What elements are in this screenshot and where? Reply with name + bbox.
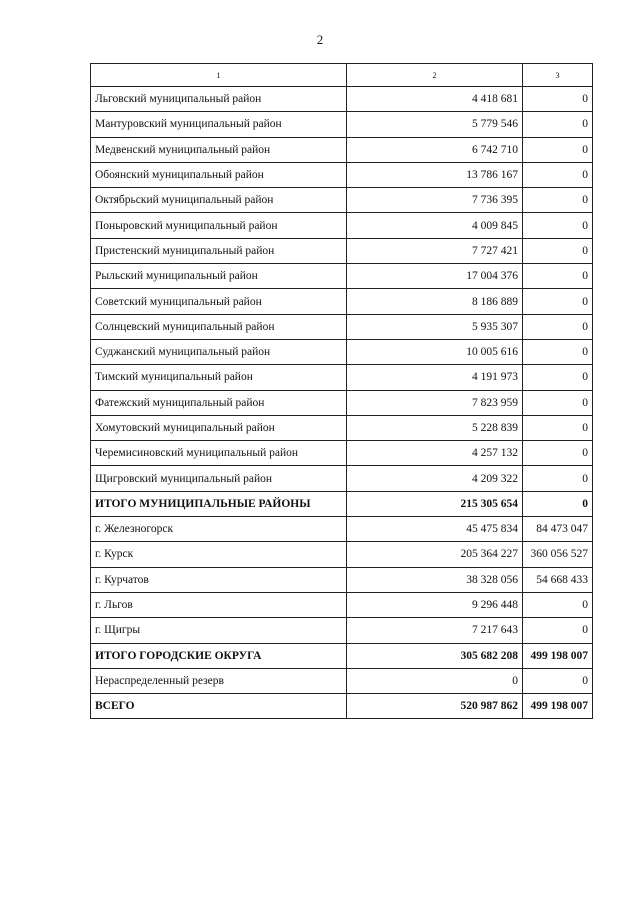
row-name-cell: Обоянский муниципальный район (91, 162, 347, 187)
row-name-cell: Льговский муниципальный район (91, 87, 347, 112)
column-2-value-cell: 7 727 421 (347, 238, 523, 263)
column-2-value-cell: 0 (347, 668, 523, 693)
column-3-value-cell: 360 056 527 (523, 542, 593, 567)
column-2-value-cell: 9 296 448 (347, 592, 523, 617)
row-name-cell: Медвенский муниципальный район (91, 137, 347, 162)
column-2-value-cell: 13 786 167 (347, 162, 523, 187)
column-2-value-cell: 5 228 839 (347, 415, 523, 440)
row-name-cell: Тимский муниципальный район (91, 365, 347, 390)
table-row (91, 592, 593, 617)
column-3-value-cell: 0 (523, 314, 593, 339)
column-header-2: 2 (347, 64, 523, 87)
row-name-cell: Поныровский муниципальный район (91, 213, 347, 238)
column-2-value-cell: 4 209 322 (347, 466, 523, 491)
column-3-value-cell: 0 (523, 668, 593, 693)
column-3-value-cell: 0 (523, 618, 593, 643)
table-row (91, 390, 593, 415)
table-row (91, 339, 593, 364)
column-3-value-cell: 0 (523, 339, 593, 364)
row-name-cell: г. Железногорск (91, 517, 347, 542)
column-2-value-cell: 17 004 376 (347, 264, 523, 289)
column-2-value-cell: 4 257 132 (347, 441, 523, 466)
column-header-1: 1 (91, 64, 347, 87)
column-2-value-cell: 38 328 056 (347, 567, 523, 592)
column-3-value-cell: 0 (523, 466, 593, 491)
table-row (91, 517, 593, 542)
column-3-value-cell: 0 (523, 137, 593, 162)
row-name-cell: ИТОГО МУНИЦИПАЛЬНЫЕ РАЙОНЫ (91, 491, 347, 516)
table-row (91, 162, 593, 187)
column-3-value-cell: 0 (523, 264, 593, 289)
header-row (91, 64, 593, 87)
total-row (91, 694, 593, 719)
column-2-value-cell: 205 364 227 (347, 542, 523, 567)
table-row (91, 87, 593, 112)
column-2-value-cell: 520 987 862 (347, 694, 523, 719)
total-row (91, 643, 593, 668)
column-2-value-cell: 305 682 208 (347, 643, 523, 668)
column-3-value-cell: 0 (523, 188, 593, 213)
row-name-cell: г. Курчатов (91, 567, 347, 592)
column-2-value-cell: 8 186 889 (347, 289, 523, 314)
table-row (91, 213, 593, 238)
row-name-cell: Советский муниципальный район (91, 289, 347, 314)
table-row (91, 264, 593, 289)
table-row (91, 618, 593, 643)
row-name-cell: Хомутовский муниципальный район (91, 415, 347, 440)
column-3-value-cell: 499 198 007 (523, 643, 593, 668)
column-3-value-cell: 84 473 047 (523, 517, 593, 542)
row-name-cell: ВСЕГО (91, 694, 347, 719)
column-2-value-cell: 4 009 845 (347, 213, 523, 238)
column-3-value-cell: 0 (523, 592, 593, 617)
column-3-value-cell: 0 (523, 112, 593, 137)
column-3-value-cell: 0 (523, 491, 593, 516)
row-name-cell: г. Щигры (91, 618, 347, 643)
column-2-value-cell: 10 005 616 (347, 339, 523, 364)
column-3-value-cell: 0 (523, 87, 593, 112)
row-name-cell: Рыльский муниципальный район (91, 264, 347, 289)
column-3-value-cell: 0 (523, 390, 593, 415)
column-3-value-cell: 0 (523, 238, 593, 263)
row-name-cell: Щигровский муниципальный район (91, 466, 347, 491)
column-2-value-cell: 215 305 654 (347, 491, 523, 516)
column-3-value-cell: 54 668 433 (523, 567, 593, 592)
row-name-cell: Фатежский муниципальный район (91, 390, 347, 415)
column-2-value-cell: 45 475 834 (347, 517, 523, 542)
table-body (91, 87, 593, 719)
table-row (91, 137, 593, 162)
column-2-value-cell: 4 191 973 (347, 365, 523, 390)
column-3-value-cell: 0 (523, 415, 593, 440)
row-name-cell: г. Льгов (91, 592, 347, 617)
table-row (91, 441, 593, 466)
row-name-cell: Солнцевский муниципальный район (91, 314, 347, 339)
row-name-cell: Пристенский муниципальный район (91, 238, 347, 263)
row-name-cell: Нераспределенный резерв (91, 668, 347, 693)
table-row (91, 466, 593, 491)
row-name-cell: Черемисиновский муниципальный район (91, 441, 347, 466)
column-3-value-cell: 0 (523, 365, 593, 390)
table-row (91, 542, 593, 567)
row-name-cell: Октябрьский муниципальный район (91, 188, 347, 213)
column-2-value-cell: 5 779 546 (347, 112, 523, 137)
total-row (91, 491, 593, 516)
row-name-cell: Суджанский муниципальный район (91, 339, 347, 364)
column-3-value-cell: 0 (523, 441, 593, 466)
table-row (91, 238, 593, 263)
column-3-value-cell: 0 (523, 213, 593, 238)
row-name-cell: г. Курск (91, 542, 347, 567)
table-row (91, 415, 593, 440)
column-2-value-cell: 7 823 959 (347, 390, 523, 415)
table-row (91, 188, 593, 213)
table-row (91, 314, 593, 339)
page-number: 2 (316, 32, 324, 47)
table-row (91, 365, 593, 390)
budget-table (90, 63, 593, 719)
table-row (91, 112, 593, 137)
column-2-value-cell: 7 736 395 (347, 188, 523, 213)
table-row (91, 289, 593, 314)
column-2-value-cell: 7 217 643 (347, 618, 523, 643)
table-row (91, 668, 593, 693)
table-header (91, 64, 593, 87)
row-name-cell: ИТОГО ГОРОДСКИЕ ОКРУГА (91, 643, 347, 668)
column-3-value-cell: 0 (523, 289, 593, 314)
row-name-cell: Мантуровский муниципальный район (91, 112, 347, 137)
table-row (91, 567, 593, 592)
column-2-value-cell: 6 742 710 (347, 137, 523, 162)
column-3-value-cell: 0 (523, 162, 593, 187)
column-header-3: 3 (523, 64, 593, 87)
column-3-value-cell: 499 198 007 (523, 694, 593, 719)
column-2-value-cell: 5 935 307 (347, 314, 523, 339)
column-2-value-cell: 4 418 681 (347, 87, 523, 112)
